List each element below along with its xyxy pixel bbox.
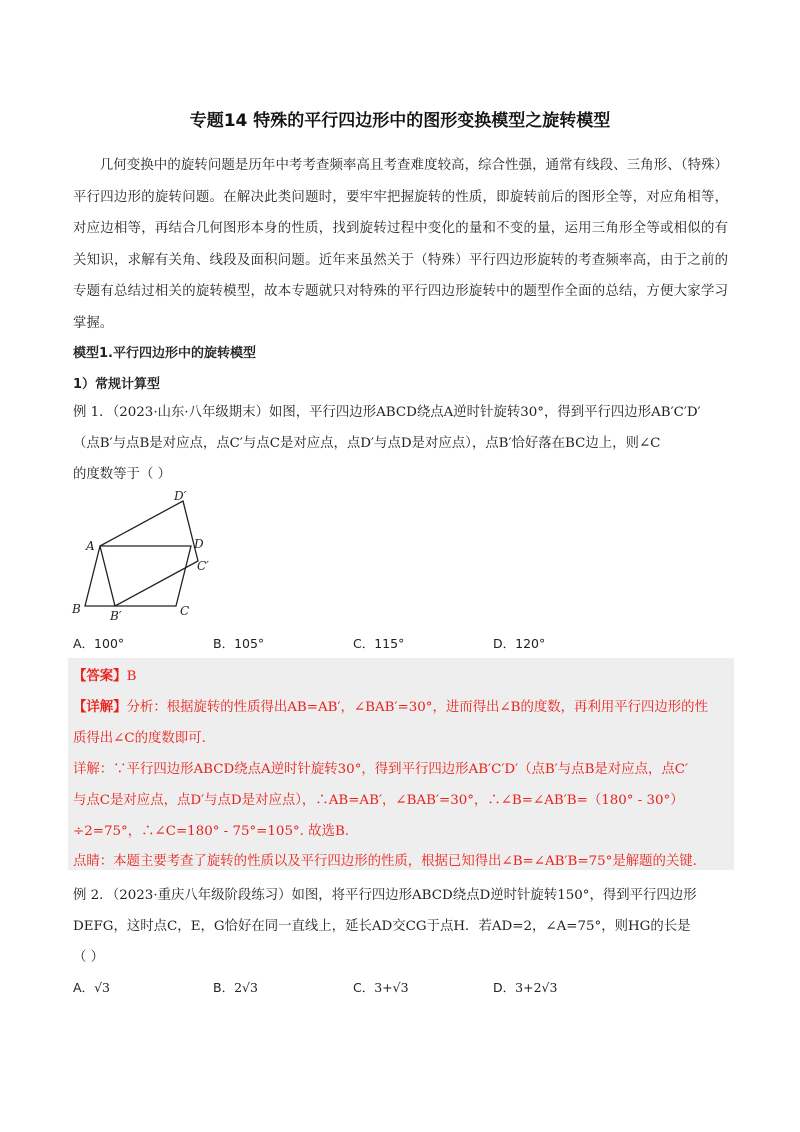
solution-line-2: 与点C是对应点，点D′与点D是对应点），∴AB=AB′，∠BAB′=30°，∴∠B=∠AB′B=（180° - 30°） [73,793,684,808]
answer-tag: 【答案】 [73,668,127,684]
label-b: B [72,602,81,616]
ex2-choice-c-label: C． [353,980,375,995]
intro-paragraph: 几何变换中的旋转问题是历年中考考查频率高且考查难度较高，综合性强，通常有线段、三角形、（特殊）平行四边形的旋转问题。在解决此类问题时，要牢牢把握旋转的性质，即旋转前后的图形全等，对应角相等，对应边相等，再结合几何图形本身的性质，找到旋转过程中变化的量和不变的量，运用三角形全等或相似的有关知识，求解有关角、线段及面积问题。近年来虽然关于（特殊）平行四边形旋转的考查频率高，由于之前的专题有总结过相关的旋转模型，故本专题就只对特殊的平行四边形旋转中的题型作全面的总结，方便大家学习掌握。 [73,158,728,331]
ex2-choice-a-value: √3 [94,980,110,995]
page-title: 专题14 特殊的平行四边形中的图形变换模型之旋转模型 [189,111,611,131]
ex2-choice-a[interactable] [73,978,110,996]
example2-line3: （ ） [73,950,105,965]
label-b-prime: B′ [110,609,122,623]
choice-a[interactable]: A．100° [73,636,125,651]
detail-line [73,692,733,723]
label-d: D [194,537,204,551]
ex2-choice-d-value: 3+2√3 [515,980,558,995]
ex2-choice-d-label: D． [493,980,516,995]
label-a: A [86,539,95,553]
choice-b[interactable]: B．105° [213,636,265,651]
ex2-choice-c-value: 3+√3 [374,980,409,995]
label-c: C [180,604,190,618]
detail-tag: 【详解】 [73,699,127,715]
parallelogram-rotation-figure [68,488,218,630]
answer-value: B [126,669,137,684]
choice-c[interactable]: C．115° [353,636,405,651]
detail-line-2: 质得出∠C的度数即可. [73,731,206,746]
ex2-choice-c[interactable] [353,978,409,996]
answer-line [73,661,733,692]
parallelogram-abcd [85,546,191,606]
model-heading: 模型1.平行四边形中的旋转模型 [73,346,256,361]
ex2-choice-a-label: A． [73,980,95,995]
comment-line: 点睛：本题主要考查了旋转的性质以及平行四边形的性质，根据已知得出∠B=∠AB′B=75°是解题的关键. [73,854,697,869]
sub-heading: 1）常规计算型 [73,377,161,392]
ex2-choice-b[interactable] [213,978,258,996]
detail-text: 分析：根据旋转的性质得出AB=AB′，∠BAB′=30°，进而得出∠B的度数，再利用平行四边形的性 [126,700,708,715]
example2-line1: 例 2．（2023·重庆八年级阶段练习）如图，将平行四边形ABCD绕点D逆时针旋转150°，得到平行四边形 [73,888,697,903]
solution-line-3: ÷2=75°，∴∠C=180° - 75°=105°. 故选B. [73,824,350,839]
label-c-prime: C′ [197,559,209,573]
ex2-choice-d[interactable] [493,978,557,996]
ex2-choice-b-label: B． [213,980,235,995]
solution-line-1: 详解：∵平行四边形ABCD绕点A逆时针旋转30°，得到平行四边形AB′C′D′（点B′与点B是对应点，点C′ [73,762,689,777]
example1-line2: （点B′与点B是对应点，点C′与点C是对应点，点D′与点D是对应点），点B′恰好落在BC边上，则∠C [73,436,661,451]
example1-line3: 的度数等于（ ） [73,467,171,482]
label-d-prime: D′ [174,489,187,503]
example1-line1: 例 1．（2023·山东·八年级期末）如图，平行四边形ABCD绕点A逆时针旋转30°，得到平行四边形AB′C′D′ [73,405,701,420]
choice-d[interactable]: D．120° [493,636,546,651]
ex2-choice-b-value: 2√3 [234,980,258,995]
parallelogram-ab1c1d1 [100,501,198,606]
example2-line2: DEFG，这时点C，E，G恰好在同一直线上，延长AD交CG于点H．若AD=2，∠A=75°，则HG的长是 [73,919,691,934]
